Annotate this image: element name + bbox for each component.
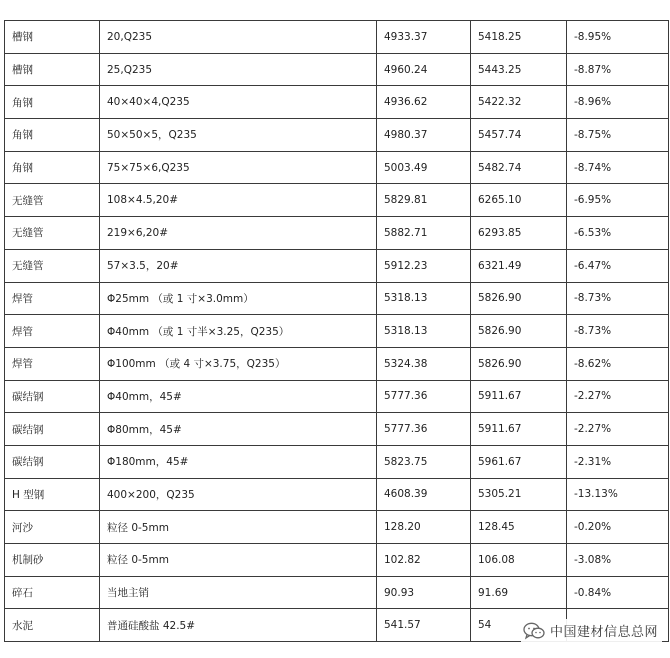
price-b-cell: 54 (471, 609, 567, 642)
material-name-cell: 槽钢 (5, 53, 100, 86)
change-cell: -8.73% (567, 282, 669, 315)
change-cell: -13.13% (567, 478, 669, 511)
change-cell: -6.47% (567, 249, 669, 282)
material-name-cell: 焊管 (5, 315, 100, 348)
spec-cell: Φ100mm （或 4 寸×3.75，Q235） (100, 347, 377, 380)
table-row (5, 347, 669, 380)
spec-cell: 普通硅酸盐 42.5# (100, 609, 377, 642)
table-row (5, 217, 669, 250)
material-name-cell: 槽钢 (5, 21, 100, 54)
watermark-text: 中国建材信息总网 (549, 625, 658, 640)
price-b-cell: 5422.32 (471, 86, 567, 119)
spec-cell: Φ25mm （或 1 寸×3.0mm） (100, 282, 377, 315)
price-b-cell: 6293.85 (471, 217, 567, 250)
price-a-cell: 541.57 (377, 609, 471, 642)
spec-cell: 219×6,20# (100, 217, 377, 250)
spec-cell: 108×4.5,20# (100, 184, 377, 217)
table-row (5, 413, 669, 446)
price-a-cell: 4936.62 (377, 86, 471, 119)
change-cell: -8.74% (567, 151, 669, 184)
price-a-cell: 5003.49 (377, 151, 471, 184)
price-table (4, 20, 669, 642)
table-row (5, 576, 669, 609)
material-name-cell: 焊管 (5, 282, 100, 315)
price-b-cell: 5826.90 (471, 282, 567, 315)
table-row (5, 53, 669, 86)
wechat-icon (523, 622, 545, 640)
material-name-cell: 角钢 (5, 86, 100, 119)
change-cell: -8.87% (567, 53, 669, 86)
material-name-cell: 碳结钢 (5, 413, 100, 446)
price-b-cell: 6265.10 (471, 184, 567, 217)
price-b-cell: 5457.74 (471, 119, 567, 152)
price-b-cell: 128.45 (471, 511, 567, 544)
price-b-cell: 5305.21 (471, 478, 567, 511)
table-row (5, 380, 669, 413)
table-row (5, 315, 669, 348)
spec-cell: 粒径 0-5mm (100, 511, 377, 544)
price-a-cell: 128.20 (377, 511, 471, 544)
material-name-cell: 焊管 (5, 347, 100, 380)
price-b-cell: 5826.90 (471, 315, 567, 348)
table-row (5, 21, 669, 54)
spec-cell: 75×75×6,Q235 (100, 151, 377, 184)
material-name-cell: 无缝管 (5, 217, 100, 250)
change-cell: -8.95% (567, 21, 669, 54)
material-name-cell: 机制砂 (5, 544, 100, 577)
table-row (5, 282, 669, 315)
change-cell: -2.27% (567, 413, 669, 446)
price-a-cell: 5882.71 (377, 217, 471, 250)
material-name-cell: 角钢 (5, 151, 100, 184)
source-watermark (521, 619, 662, 642)
material-name-cell: 碳结钢 (5, 445, 100, 478)
spec-cell: 粒径 0-5mm (100, 544, 377, 577)
material-name-cell: 无缝管 (5, 249, 100, 282)
table-row (5, 478, 669, 511)
table-row (5, 184, 669, 217)
material-name-cell: H 型钢 (5, 478, 100, 511)
table-row (5, 86, 669, 119)
material-name-cell: 河沙 (5, 511, 100, 544)
price-b-cell: 106.08 (471, 544, 567, 577)
price-a-cell: 4980.37 (377, 119, 471, 152)
price-a-cell: 5324.38 (377, 347, 471, 380)
spec-cell: Φ40mm （或 1 寸半×3.25，Q235） (100, 315, 377, 348)
table-row (5, 119, 669, 152)
change-cell: -8.62% (567, 347, 669, 380)
change-cell: -6.95% (567, 184, 669, 217)
price-b-cell: 5418.25 (471, 21, 567, 54)
price-a-cell: 5777.36 (377, 380, 471, 413)
change-cell: -8.75% (567, 119, 669, 152)
price-a-cell: 102.82 (377, 544, 471, 577)
spec-cell: 当地主销 (100, 576, 377, 609)
price-a-cell: 5777.36 (377, 413, 471, 446)
change-cell: -8.96% (567, 86, 669, 119)
table-row (5, 544, 669, 577)
material-name-cell: 碎石 (5, 576, 100, 609)
price-a-cell: 5318.13 (377, 282, 471, 315)
spec-cell: Φ80mm，45# (100, 413, 377, 446)
change-cell: -2.27% (567, 380, 669, 413)
price-a-cell: 5829.81 (377, 184, 471, 217)
price-a-cell: 4933.37 (377, 21, 471, 54)
spec-cell: 57×3.5，20# (100, 249, 377, 282)
change-cell: -2.31% (567, 445, 669, 478)
change-cell: -3.08% (567, 544, 669, 577)
price-a-cell: 5318.13 (377, 315, 471, 348)
spec-cell: Φ180mm，45# (100, 445, 377, 478)
change-cell: -6.53% (567, 217, 669, 250)
price-b-cell: 5911.67 (471, 380, 567, 413)
price-a-cell: 90.93 (377, 576, 471, 609)
spec-cell: Φ40mm，45# (100, 380, 377, 413)
price-a-cell: 5823.75 (377, 445, 471, 478)
spec-cell: 50×50×5，Q235 (100, 119, 377, 152)
price-b-cell: 5826.90 (471, 347, 567, 380)
price-b-cell: 5911.67 (471, 413, 567, 446)
change-cell: -8.73% (567, 315, 669, 348)
price-table-body (5, 21, 669, 642)
price-a-cell: 4608.39 (377, 478, 471, 511)
price-b-cell: 5443.25 (471, 53, 567, 86)
price-b-cell: 6321.49 (471, 249, 567, 282)
price-a-cell: 4960.24 (377, 53, 471, 86)
change-cell: -0.20% (567, 511, 669, 544)
table-row (5, 445, 669, 478)
material-name-cell: 无缝管 (5, 184, 100, 217)
price-a-cell: 5912.23 (377, 249, 471, 282)
material-name-cell: 碳结钢 (5, 380, 100, 413)
spec-cell: 40×40×4,Q235 (100, 86, 377, 119)
material-name-cell: 水泥 (5, 609, 100, 642)
spec-cell: 25,Q235 (100, 53, 377, 86)
spec-cell: 20,Q235 (100, 21, 377, 54)
change-cell: -0.84% (567, 576, 669, 609)
table-row (5, 249, 669, 282)
spec-cell: 400×200，Q235 (100, 478, 377, 511)
table-row (5, 511, 669, 544)
price-b-cell: 91.69 (471, 576, 567, 609)
material-name-cell: 角钢 (5, 119, 100, 152)
table-row (5, 151, 669, 184)
price-b-cell: 5961.67 (471, 445, 567, 478)
price-b-cell: 5482.74 (471, 151, 567, 184)
